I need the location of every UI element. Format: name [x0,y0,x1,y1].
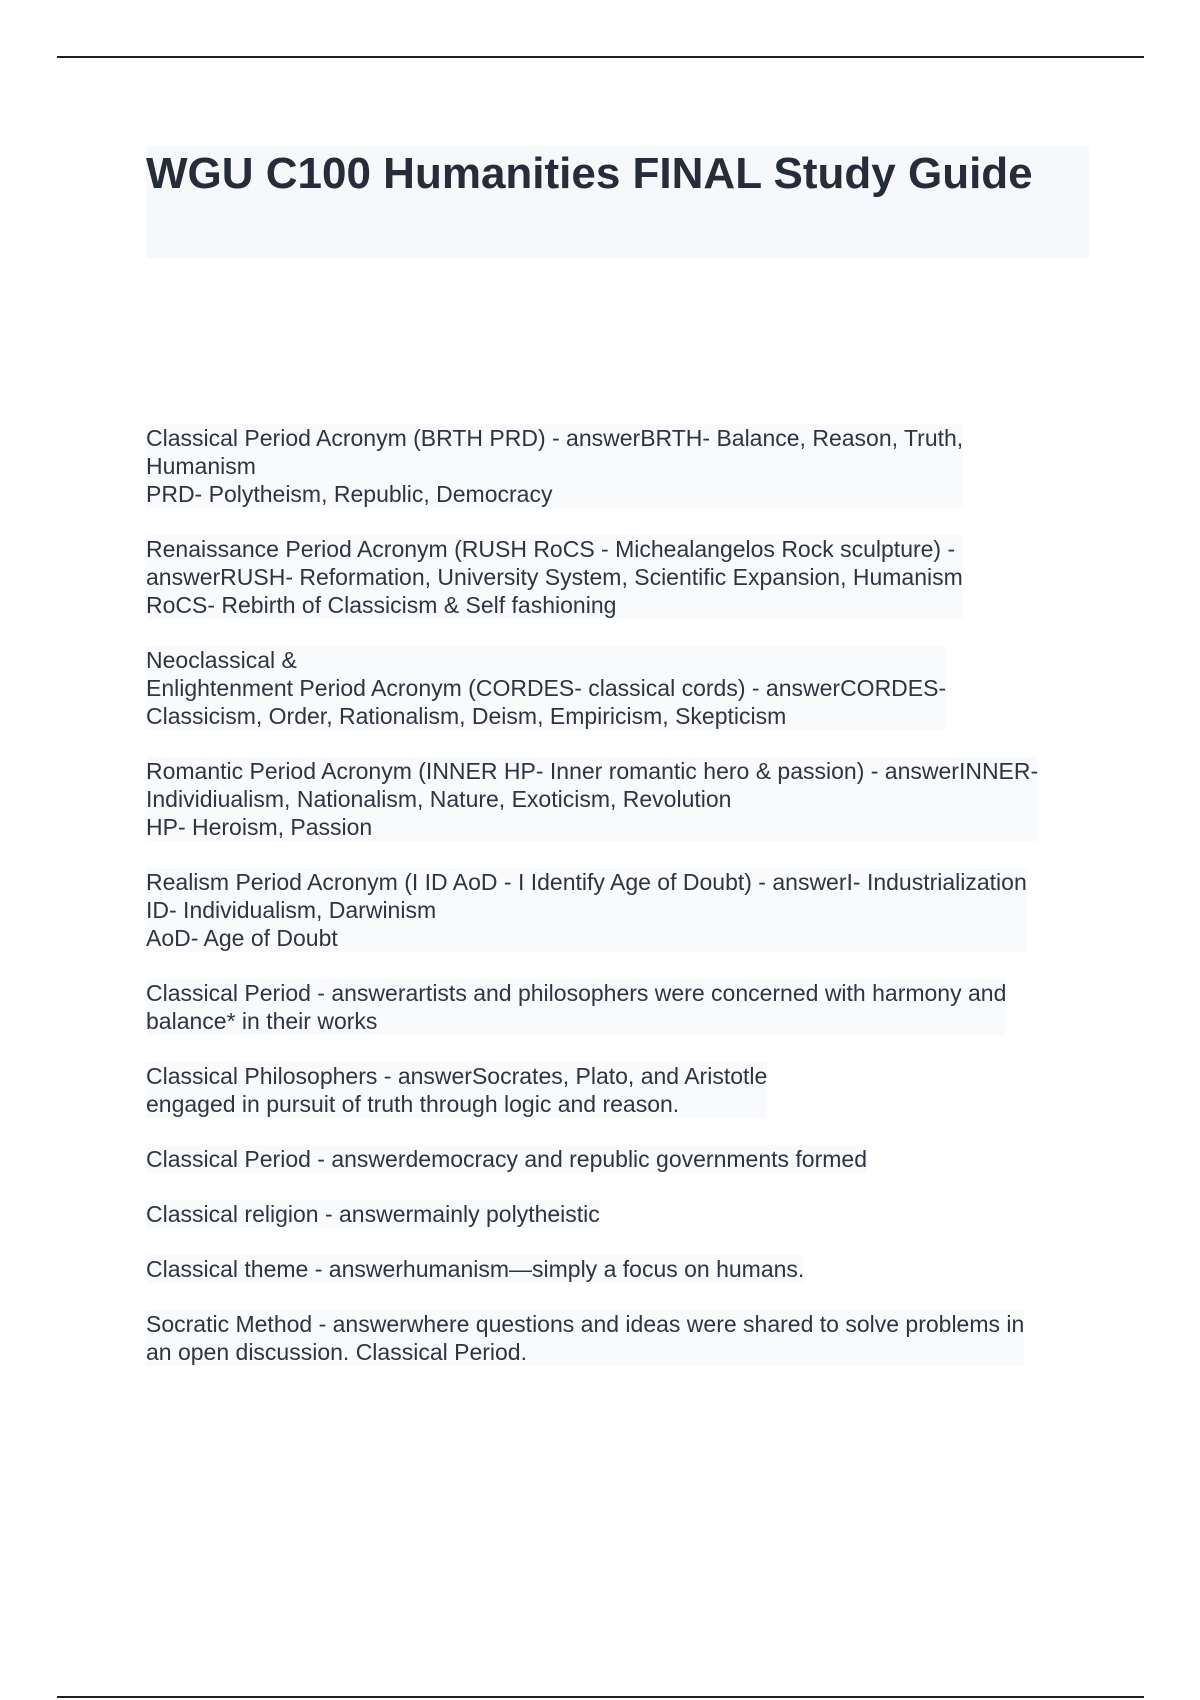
entry-text: Classical Period - answerartists and philosophers were concerned with harmony and balance* in their works [146,980,1007,1034]
entry-text: Classical Period - answerdemocracy and republic governments formed [146,1146,867,1172]
entry-text: Neoclassical & Enlightenment Period Acronym (CORDES- classical cords) - answerCORDES- Classicism, Order, Rationalism, Deism, Empiricism, Skepticism [146,647,947,729]
study-entries [146,424,1106,1393]
study-entry [146,1145,1106,1173]
entry-text: Romantic Period Acronym (INNER HP- Inner romantic hero & passion) - answerINNER- Individiualism, Nationalism, Nature, Exoticism, Revolution HP- Heroism, Passion [146,758,1039,840]
entry-text: Classical Period Acronym (BRTH PRD) - answerBRTH- Balance, Reason, Truth, Humanism PRD- Polytheism, Republic, Democracy [146,425,964,507]
entry-text: Classical theme - answerhumanism—simply a focus on humans. [146,1256,805,1282]
study-entry [146,979,1106,1035]
title-block [146,146,1089,258]
entry-text: Renaissance Period Acronym (RUSH RoCS - Michealangelos Rock sculpture) - answerRUSH- Reformation, University System, Scientific Expansion, Humanism RoCS- Rebirth of Classicism & Self fashioning [146,536,963,618]
study-entry [146,535,1106,619]
entry-text: Realism Period Acronym (I ID AoD - I Identify Age of Doubt) - answerI- Industrialization ID- Individualism, Darwinism AoD- Age of Doubt [146,869,1027,951]
study-entry [146,1062,1106,1118]
bottom-rule [57,1696,1144,1698]
study-entry [146,1310,1106,1366]
study-entry [146,1200,1106,1228]
study-entry [146,646,1106,730]
study-entry [146,757,1106,841]
study-entry [146,424,1106,508]
entry-text: Classical Philosophers - answerSocrates, Plato, and Aristotle engaged in pursuit of truth through logic and reason. [146,1063,768,1117]
document-title: WGU C100 Humanities FINAL Study Guide [146,149,1033,198]
top-rule [57,56,1144,58]
study-entry [146,868,1106,952]
entry-text: Classical religion - answermainly polytheistic [146,1201,600,1227]
entry-text: Socratic Method - answerwhere questions and ideas were shared to solve problems in an open discussion. Classical Period. [146,1311,1025,1365]
study-entry [146,1255,1106,1283]
